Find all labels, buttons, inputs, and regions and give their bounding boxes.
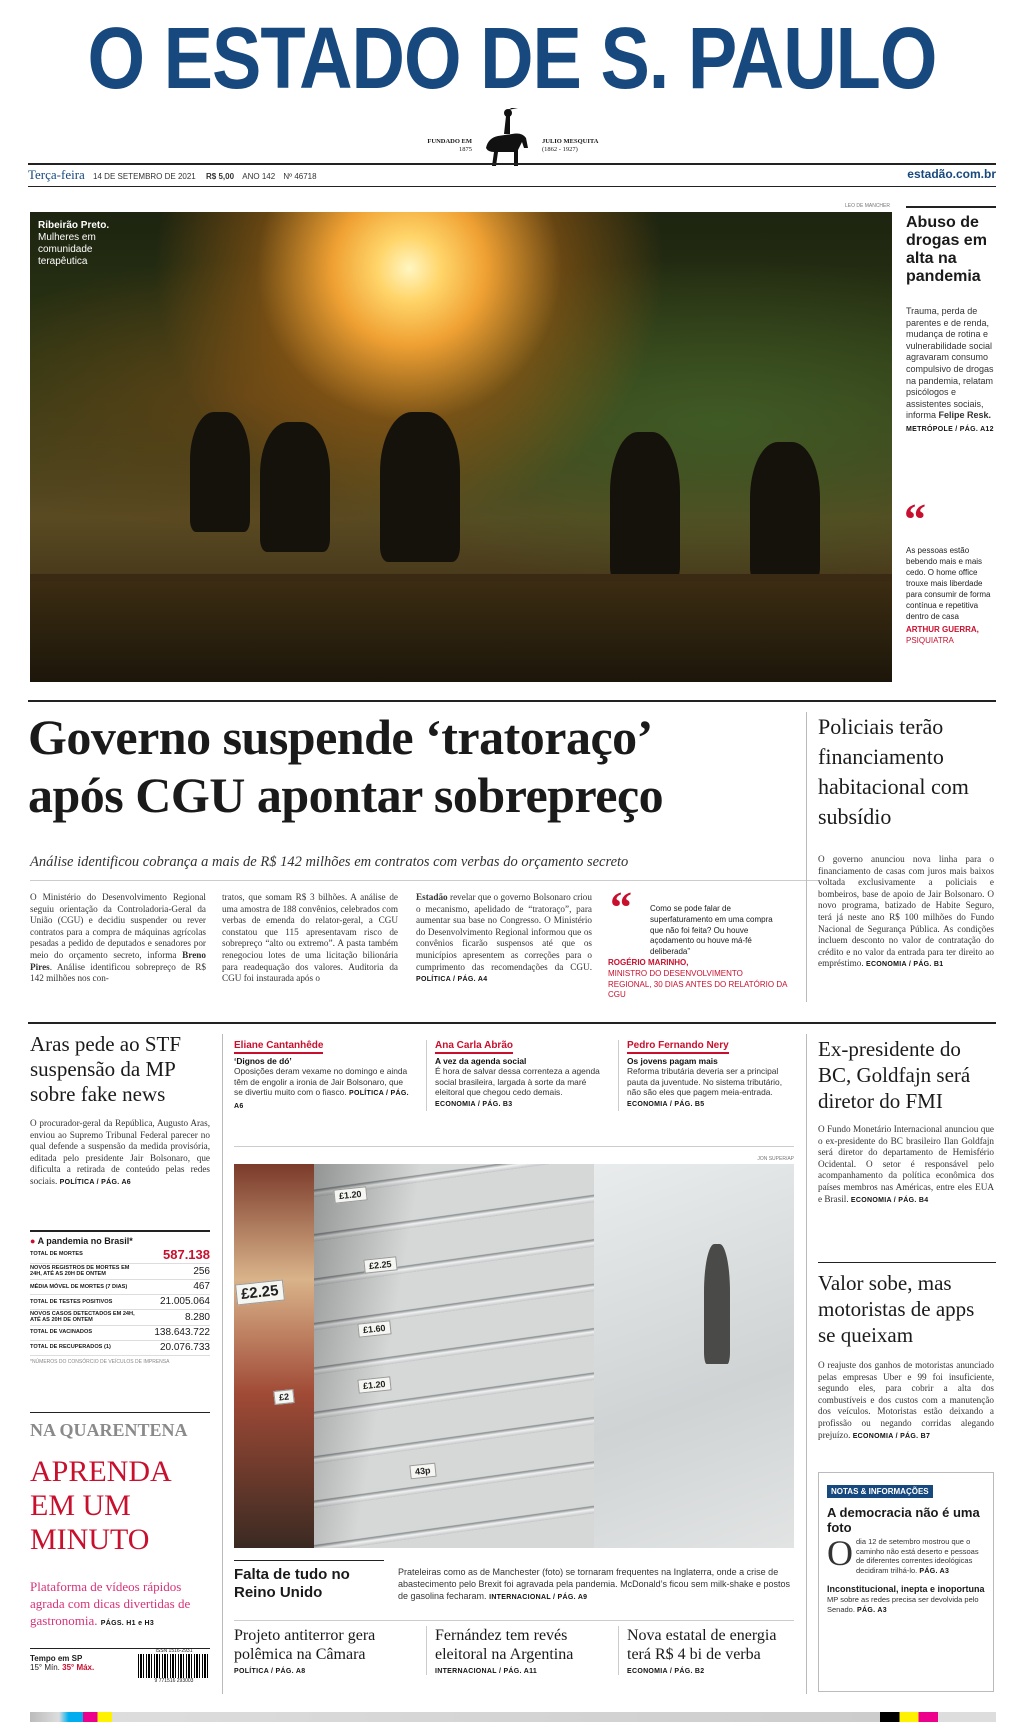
table-row-label: TOTAL DE RECUPERADOS (1) xyxy=(30,1344,111,1351)
police-headline: Policiais terão financiamento habitacional com subsídio xyxy=(818,714,969,829)
bottom-story xyxy=(234,1626,410,1675)
columnists-row xyxy=(234,1040,794,1136)
main-headline: Governo suspende ‘tratoraço’ após CGU apontar sobrepreço xyxy=(28,709,664,823)
photo-credit: LEO DE MANCHER xyxy=(844,203,890,209)
goldfajn-body: O Fundo Monetário Internacional anunciou que o ex-presidente do BC brasileiro Ilan Goldfajn será diretor do departamento de Hemisfério Ocidental. O setor é responsável pelo acompanhamento da política econômica dos países membros nas Américas, entre eles EUA e Brasil. ECONOMIA / PÁG. B4 xyxy=(818,1124,994,1204)
columnist-name: Eliane Cantanhêde xyxy=(234,1041,323,1054)
bottom-story-ref: ECONOMIA / PÁG. B2 xyxy=(627,1668,705,1675)
bottom-story xyxy=(618,1626,794,1675)
table-row-label: NOVOS REGISTROS DE MORTES EM 24H, ATÉ AS 20H DE ONTEM xyxy=(30,1265,130,1278)
table-row xyxy=(30,1295,210,1310)
main-col1: O Ministério do Desenvolvimento Regional seguiu orientação da Controladoria-Geral da União (CGU) e decidiu suspender ou rever contratos para a compra de máquinas agrícolas pesadas a pedido de deputados e senadores por meio do orçamento secreto, informa Breno Pires. Análise identificou sobrepreço de R$ 142 milhões nos con- xyxy=(30,892,206,984)
drugs-headline: Abuso de drogas em alta na pandemia xyxy=(906,214,987,285)
main-deck: Análise identificou cobrança a mais de R$ 142 milhões em contratos com verbas do orçamento secreto xyxy=(30,854,629,870)
notes-box: NOTAS & INFORMAÇÕES A democracia não é uma foto O dia 12 de setembro mostrou que o caminho não está deserto e pessoas de diferentes correntes ideológicas decidiram trilhá-lo. PÁG. A3 Inconstitucional, inepta e inoportuna MP sobre as redes precisa ser devolvida pelo Senado. PÁG. A3 xyxy=(818,1472,994,1692)
columnist xyxy=(234,1040,410,1113)
columnist-title: A vez da agenda social xyxy=(435,1055,527,1066)
table-row xyxy=(30,1280,210,1295)
rehab-photo xyxy=(30,212,892,682)
price-tag: £1.60 xyxy=(357,1320,391,1337)
print-color-strip xyxy=(30,1712,996,1722)
price-tag: £2.25 xyxy=(235,1280,284,1306)
price-tag: £1.20 xyxy=(333,1186,367,1203)
photo-caption: Ribeirão Preto. Mulheres em comunidade terapêutica xyxy=(38,220,110,267)
pandemic-table: ● A pandemia no Brasil* TOTAL DE MORTES 587.138 NOVOS REGISTROS DE MORTES EM 24H, ATÉ AS 20H DE ONTEM 256 MÉDIA MÓVEL DE MORTES (7 DIAS) 467 TOTAL DE TESTES POSITIVOS 21.005.064 NOVOS CASOS DETECTADOS EM 24H, ATÉ AS 20H DE ONTEM 8.280 TOTAL DE VACINADOS 138.643.722 TOTAL DE RECUPERADOS (1) 20.076.733 *NÚMEROS DO CONSÓRCIO DE VEÍCULOS DE IMPRENSA xyxy=(30,1230,210,1365)
apps-body: O reajuste dos ganhos de motoristas anunciado pelas empresas Uber e 99 foi insuficiente, segundo eles, para cobrir a alta dos combustíveis e dos custos com a manutenção dos veículos. Motoristas estão deixando a profissão ou negando corridas alegando prejuízo. ECONOMIA / PÁG. B7 xyxy=(818,1360,994,1440)
quote-mark-icon-2: “ xyxy=(610,883,632,932)
columnist-title: ‘Dignos de dó’ xyxy=(234,1055,292,1066)
quote-mark-icon: “ xyxy=(904,495,926,544)
dateline-weekday: Terça-feira xyxy=(28,167,85,182)
price-tag: 43p xyxy=(409,1463,436,1480)
quarantine-kicker: NA QUARENTENA xyxy=(30,1420,188,1440)
uk-headline: Falta de tudo no Reino Unido xyxy=(234,1566,350,1601)
table-row-label: MÉDIA MÓVEL DE MORTES (7 DIAS) xyxy=(30,1283,128,1290)
table-row-label: TOTAL DE VACINADOS xyxy=(30,1329,93,1336)
table-row-label: TOTAL DE MORTES xyxy=(30,1251,83,1258)
columnist-body: Oposições deram vexame no domingo e ainda têm de engolir a ironia de Jair Bolsonaro, que se divertiu muito com o fiasco. POLÍTICA / PÁG. A6 xyxy=(234,1066,409,1110)
table-row xyxy=(30,1326,210,1341)
bottom-stories xyxy=(234,1626,794,1696)
main-quote: Como se pode falar de superfaturamento em uma compra que não foi feita? Ou houve açodamento ou houve má-fé deliberada” ROGÉRIO MARINHO, MINISTRO DO DESENVOLVIMENTO REGIONAL, 30 DIAS ANTES DO RELATÓRIO DA CGU xyxy=(608,904,788,1000)
table-row-label: NOVOS CASOS DETECTADOS EM 24H, ATÉ AS 20H DE ONTEM xyxy=(30,1310,135,1324)
columnist xyxy=(618,1040,794,1111)
price-tag: £1.20 xyxy=(357,1376,391,1393)
columnist-name: Pedro Fernando Nery xyxy=(627,1041,729,1054)
quarantine-body: Plataforma de vídeos rápidos agrada com dicas divertidas de gastronomia. PÁGS. H1 e H3 xyxy=(30,1579,191,1628)
table-row xyxy=(30,1341,210,1356)
table-row xyxy=(30,1264,210,1280)
goldfajn-headline: Ex-presidente do BC, Goldfajn será diretor do FMI xyxy=(818,1037,971,1113)
price-tag: £2 xyxy=(273,1389,294,1405)
columnist-name: Ana Carla Abrão xyxy=(435,1041,513,1054)
police-body: O governo anunciou nova linha para o financiamento de casas com juros mais baixos voltada exclusivamente a policiais e bombeiros, base de apoio de Jair Bolsonaro. O novo programa, batizado de Habite Seguro, terá já neste ano R$ 100 milhões do Fundo Nacional de Segurança Pública. As condições incluem desconto no valor de contratação do crédito e no valor da entrada para ter direito ao empréstimo. ECONOMIA / PÁG. B1 xyxy=(818,854,994,969)
aras-headline: Aras pede ao STF suspensão da MP sobre fake news xyxy=(30,1032,182,1106)
table-row-label: TOTAL DE TESTES POSITIVOS xyxy=(30,1298,113,1305)
columnist-title: Os jovens pagam mais xyxy=(627,1055,718,1066)
site-link[interactable]: estadão.com.br xyxy=(907,167,996,181)
table-row xyxy=(30,1310,210,1326)
founder-block: JULIO MESQUITA (1862 - 1927) xyxy=(542,138,599,153)
barcode: ISSN 1516-2931 9 771516 293003 xyxy=(138,1648,210,1688)
drugs-body: Trauma, perda de parentes e de renda, mudança de rotina e vulnerabilidade social agravaram consumo compulsivo de drogas na pandemia, relatam psicólogos e assistentes sociais, informa Felipe Resk. METRÓPOLE / PÁG. A12 xyxy=(906,306,994,433)
table-row-value: 138.643.722 xyxy=(154,1327,210,1339)
table-row-value: 21.005.064 xyxy=(159,1296,210,1308)
table-row-value: 20.076.733 xyxy=(159,1342,210,1354)
columnist xyxy=(426,1040,602,1111)
main-col3: Estadão revelar que o governo Bolsonaro criou o mecanismo, apelidado de “tratoraço”, para aumentar sua base no Congresso. O Ministério do Desenvolvimento Regional informou que os convênios ficarão suspensos até que os municípios apresentem as correções para o cumprimento das recomendações da CGU. POLÍTICA / PÁG. A4 xyxy=(416,892,592,984)
main-col2: tratos, que somam R$ 3 bilhões. A análise de uma amostra de 188 convênios, celebrados com verbas de emenda do relator-geral, a CGU constatou que 115 apresentavam risco de sobrepreço “alto ou extremo”. A pasta também renegociou lotes de uma licitação bilionária para readequação dos valores. Auditoria da CGU foi instaurada após o xyxy=(222,892,398,984)
columnist-body: É hora de salvar dessa correnteza a agenda social brasileira, largada à sorte da maré eleitoral que chegou cedo demais. ECONOMIA / PÁG. B3 xyxy=(435,1066,600,1108)
table-row-value: 467 xyxy=(193,1281,210,1293)
bottom-story-ref: INTERNACIONAL / PÁG. A11 xyxy=(435,1668,538,1675)
weather-box: Tempo em SP 15° Mín. 35° Máx. xyxy=(30,1654,95,1672)
drugs-quote: As pessoas estão bebendo mais e mais cedo. O home office trouxe mais liberdade para consumir de forma contínua e repetitiva dentro de casa ARTHUR GUERRA, PSIQUIATRA xyxy=(906,546,991,645)
founded-block: FUNDADO EM 1875 xyxy=(427,138,472,153)
apps-headline: Valor sobe, mas motoristas de apps se queixam xyxy=(818,1271,975,1347)
uk-body: Prateleiras como as de Manchester (foto) se tornaram frequentes na Inglaterra, onde a crise de abastecimento pelo Brexit foi agravada pela pandemia. McDonald’s ficou sem milk-shake e postos de gasolina fecharam. INTERNACIONAL / PÁG. A9 xyxy=(398,1567,791,1601)
aras-body: O procurador-geral da República, Augusto Aras, enviou ao Supremo Tribunal Federal parecer no qual defende a suspensão da medida provisória, editada pelo presidente Jair Bolsonaro, que dificulta a retirada de conteúdo pelas redes sociais. POLÍTICA / PÁG. A6 xyxy=(30,1118,210,1186)
masthead-title: O ESTADO DE S. PAULO xyxy=(87,9,937,108)
bottom-story xyxy=(426,1626,602,1675)
bottom-story-headline: Projeto antiterror gera polêmica na Câmara xyxy=(234,1627,376,1663)
uk-photo-credit: JON SUPER/AP xyxy=(757,1156,794,1162)
quarantine-title: APRENDA EM UM MINUTO xyxy=(30,1455,172,1556)
bottom-story-headline: Fernández tem revés eleitoral na Argentina xyxy=(435,1627,574,1663)
price-tag: £2.25 xyxy=(363,1256,397,1273)
bullet-icon: ● xyxy=(30,1236,36,1246)
dateline: Terça-feira 14 DE SETEMBRO DE 2021 R$ 5,00 ANO 142 Nº 46718 estadão.com.br xyxy=(28,167,996,182)
table-row-value: 8.280 xyxy=(184,1311,210,1323)
horseman-emblem xyxy=(478,108,536,170)
bottom-story-headline: Nova estatal de energia terá R$ 4 bi de verba xyxy=(627,1627,777,1663)
columnist-body: Reforma tributária deveria ser a principal pauta da juventude. No sistema tributário, não são eles que pagem meia-entrada. ECONOMIA / PÁG. B5 xyxy=(627,1066,783,1108)
pandemic-rows xyxy=(30,1246,210,1356)
bottom-story-ref: POLÍTICA / PÁG. A8 xyxy=(234,1668,306,1675)
table-row-value: 256 xyxy=(193,1265,210,1277)
table-row xyxy=(30,1246,210,1264)
table-row-value: 587.138 xyxy=(163,1247,210,1262)
empty-shelves-photo xyxy=(234,1164,794,1548)
